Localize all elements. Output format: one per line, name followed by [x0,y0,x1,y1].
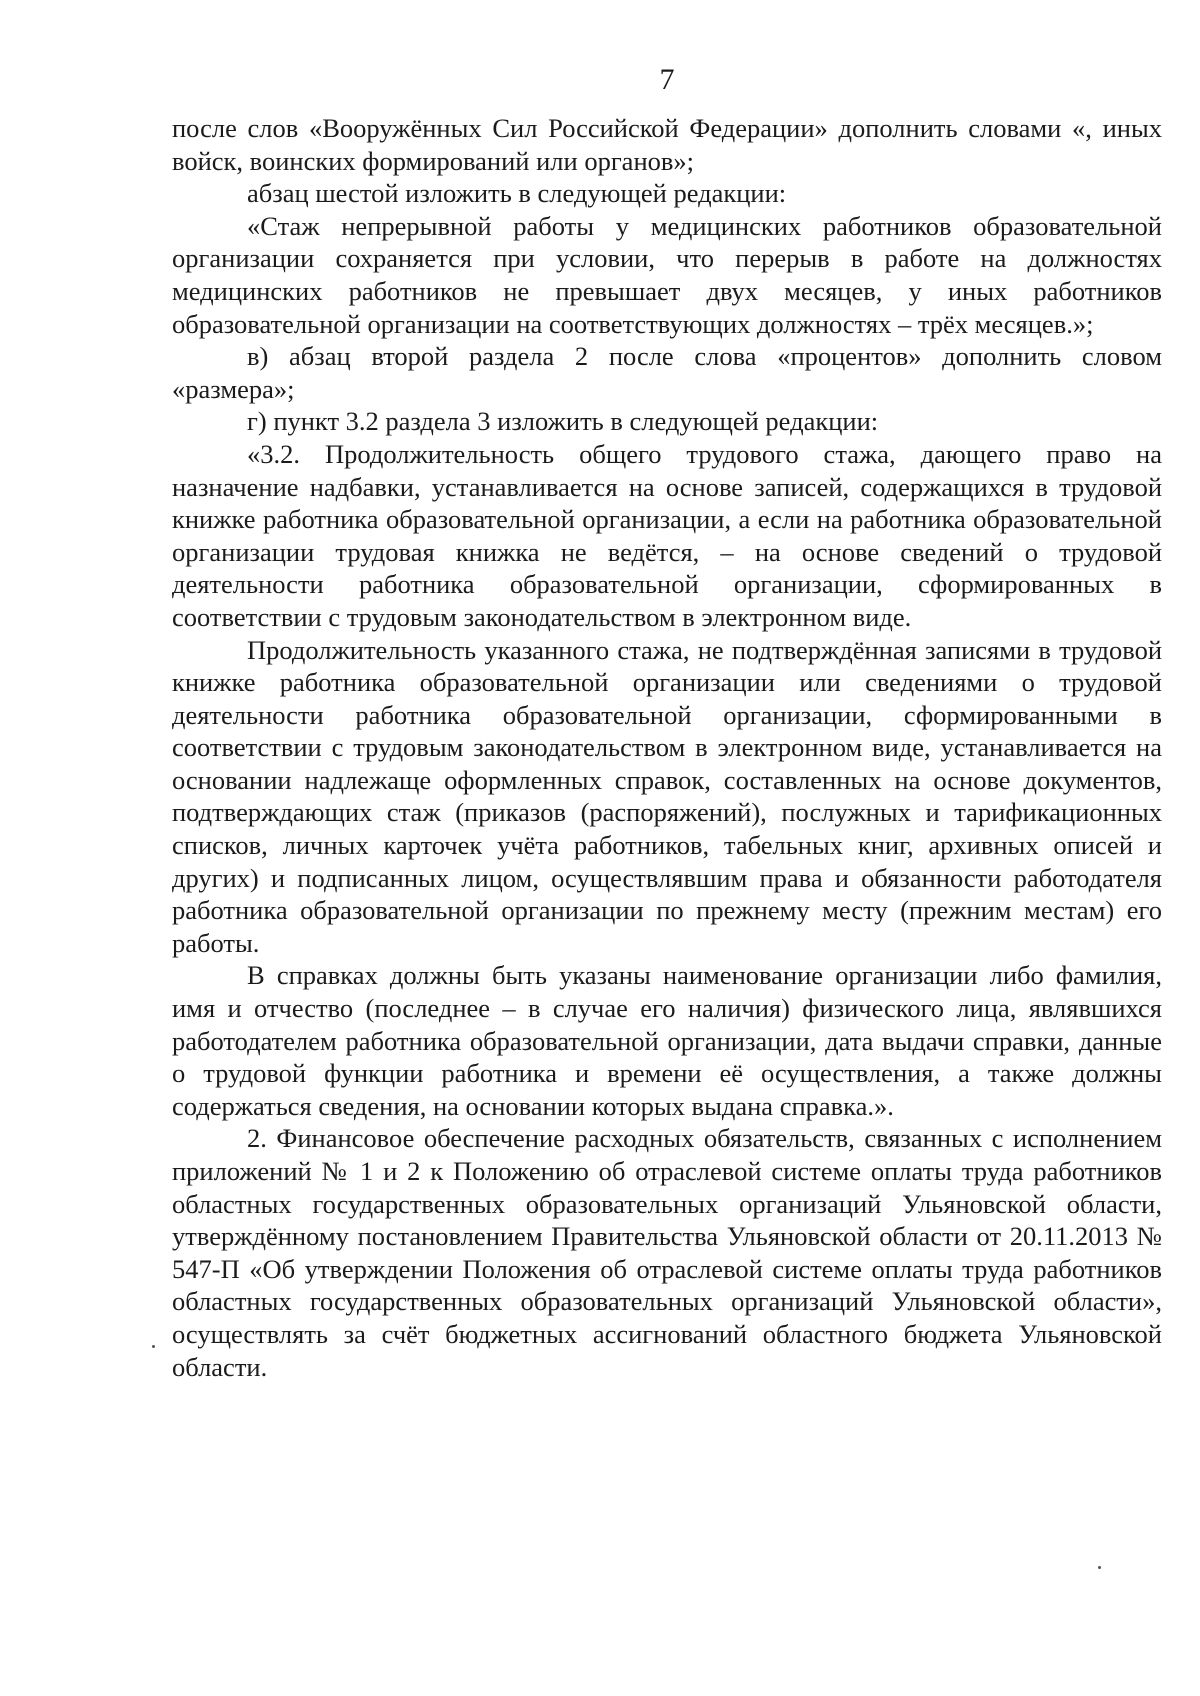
scan-speck [152,1345,155,1348]
paragraph: абзац шестой изложить в следующей редакции: [247,178,787,209]
paragraph: в) абзац второй раздела 2 после слова «процентов» дополнить словом «размера»; [172,341,1162,404]
paragraph: Продолжительность указанного стажа, не подтверждённая записями в трудовой книжке работника образовательной организации или сведениями о трудовой деятельности работника образовательной организации, сформированными в соответствии с трудовым законодательством в электронном виде, устанавливается на основании надлежаще оформленных справок, составленных на основе документов, подтверждающих стаж (приказов (распоряжений), послужных и тарификационных списков, личных карточек учёта работников, табельных книг, архивных описей и других) и подписанных лицом, осуществлявшим права и обязанности работодателя работника образовательной организации по прежнему месту (прежним местам) его работы. [172,634,1162,958]
scan-speck [1098,1566,1101,1569]
paragraph: В справках должны быть указаны наименование организации либо фамилия, имя и отчество (последнее – в случае его наличия) физического лица, являвшихся работодателем работника образовательной организации, дата выдачи справки, данные о трудовой функции работника и времени её осуществления, а также должны содержаться сведения, на основании которых выдана справка.». [172,960,1162,1121]
page-number: 7 [659,63,675,96]
paragraph: после слов «Вооружённых Сил Российской Федерации» дополнить словами «, иных войск, воинских формирований или органов»; [172,113,1162,176]
paragraph: 2. Финансовое обеспечение расходных обязательств, связанных с исполнением приложений № 1 и 2 к Положению об отраслевой системе оплаты труда работников областных государственных образовательных организаций Ульяновской области, утверждённому постановлением Правительства Ульяновской области от 20.11.2013 № 547-П «Об утверждении Положения об отраслевой системе оплаты труда работников областных государственных образовательных организаций Ульяновской области», осуществлять за счёт бюджетных ассигнований областного бюджета Ульяновской области. [172,1123,1162,1382]
document-page [172,60,1162,1383]
paragraph: «3.2. Продолжительность общего трудового стажа, дающего право на назначение надбавки, устанавливается на основе записей, содержащихся в трудовой книжке работника образовательной организации, а если на работника образовательной организации трудовая книжка не ведётся, – на основе сведений о трудовой деятельности работника образовательной организации, сформированных в соответствии с трудовым законодательством в электронном виде. [172,438,1162,632]
document-body [172,112,1162,1383]
paragraph: г) пункт 3.2 раздела 3 изложить в следующей редакции: [247,406,879,437]
paragraph: «Стаж непрерывной работы у медицинских работников образовательной организации сохраняется при условии, что перерыв в работе на должностях медицинских работников не превышает двух месяцев, у иных работников образовательной организации на соответствующих должностях – трёх месяцев.»; [172,210,1162,339]
